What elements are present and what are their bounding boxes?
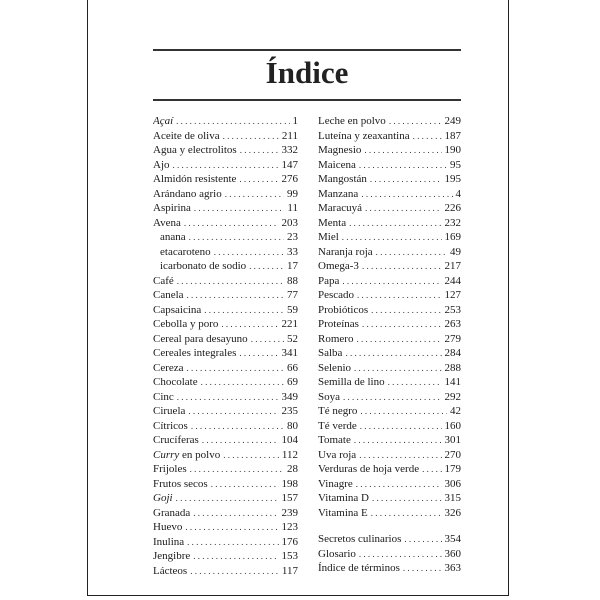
index-entry-term: Selenio [318, 361, 351, 374]
index-entry [318, 433, 461, 448]
index-entry-term: Menta [318, 216, 347, 229]
index-entry [153, 158, 298, 173]
index-entry [153, 535, 298, 550]
index-entry-page: 104 [281, 434, 298, 446]
index-entry-page: 244 [444, 274, 461, 287]
index-entry-term: Cítricos [153, 419, 188, 432]
index-entry-term: Uva roja [318, 448, 357, 461]
index-entry [153, 230, 298, 245]
index-entry-term: Lácteos [153, 564, 188, 577]
index-entry [318, 201, 461, 216]
index-entry-term: Goji [153, 492, 173, 504]
dot-leader [364, 143, 441, 158]
index-entry [153, 462, 298, 477]
index-entry [153, 506, 298, 521]
index-entry-page: 326 [444, 506, 461, 519]
index-entry-term: Proteínas [318, 318, 359, 330]
index-entry-term: Secretos culinarios [318, 533, 402, 545]
index-entry-term: etacaroteno [160, 245, 211, 258]
dot-leader [359, 448, 441, 463]
dot-leader [177, 390, 279, 405]
index-entry [318, 332, 461, 347]
index-entry-page: 52 [287, 332, 298, 345]
index-entry-term: Cereza [153, 361, 184, 374]
index-entry-page: 239 [281, 506, 298, 519]
index-entry [153, 317, 298, 332]
dot-leader [356, 332, 441, 347]
index-entry-term: Índice de términos [318, 562, 400, 574]
page-title: Índice [265, 55, 349, 90]
index-entry [153, 143, 298, 158]
index-entry-page: 292 [444, 390, 461, 403]
index-entry-term: Ajo [153, 158, 170, 171]
index-entry [318, 491, 461, 506]
dot-leader [189, 230, 284, 245]
index-entry-term: Aspirina [153, 202, 191, 214]
dot-leader [251, 332, 284, 347]
index-entry-page: 117 [281, 564, 298, 577]
index-entry-term: Inulina [153, 535, 185, 548]
index-entry-term: Chocolate [153, 376, 198, 388]
dot-leader [176, 114, 289, 129]
index-entry-page: 127 [444, 289, 461, 301]
index-entry [318, 288, 461, 303]
index-entry-term: Agua y electrolitos [153, 144, 237, 156]
index-entry-term: Avena [153, 216, 181, 229]
index-entry-page: 23 [287, 231, 298, 243]
index-entry [153, 259, 298, 274]
dot-leader [354, 433, 442, 448]
dot-leader [194, 201, 285, 216]
index-entry [318, 477, 461, 492]
index-entry [318, 375, 461, 390]
index-entry [318, 187, 461, 202]
index-entry [153, 274, 298, 289]
dot-leader [360, 419, 442, 434]
index-entry [318, 230, 461, 245]
index-entry [318, 143, 461, 158]
index-entry-page: 42 [450, 405, 461, 417]
dot-leader [176, 491, 279, 506]
index-entry-page: 288 [444, 361, 461, 374]
index-entry-term: Jengibre [153, 550, 191, 562]
index-entry-page: 141 [444, 376, 461, 388]
index-entry-term: Omega-3 [318, 260, 359, 272]
index-entry-page: 169 [444, 231, 461, 243]
index-entry-page: 195 [444, 173, 461, 185]
index-entry-term: Té negro [318, 405, 358, 417]
index-entry-term: Canela [153, 289, 184, 301]
index-entry-page: 232 [444, 216, 461, 229]
index-entry [153, 187, 298, 202]
dot-leader [223, 129, 279, 144]
index-entry-page: 221 [281, 318, 298, 330]
index-entry-term: Maracuyá [318, 202, 362, 214]
index-entry [318, 462, 461, 477]
index-entry-page: 77 [287, 289, 298, 301]
index-entry-page: 147 [281, 158, 298, 171]
dot-leader [185, 520, 278, 535]
dot-leader [201, 375, 284, 390]
index-entry-term: Luteína y zeaxantina [318, 129, 410, 142]
index-entry [153, 346, 298, 361]
index-entry-term: Verduras de hoja verde [318, 463, 420, 475]
dot-leader [187, 288, 284, 303]
index-entry-page: 33 [287, 245, 298, 258]
dot-leader [190, 564, 279, 579]
dot-leader [349, 216, 441, 231]
dot-leader [223, 448, 279, 463]
index-entry [318, 303, 461, 318]
index-entry-term: Ciruela [153, 405, 186, 417]
index-entry-page: 235 [281, 405, 298, 417]
index-entry-page: 176 [281, 535, 298, 548]
index-entry-term: Capsaicina [153, 303, 202, 316]
index-entry-term: Magnesio [318, 144, 362, 156]
index-entry-page: 11 [287, 202, 298, 214]
index-entry-page: 253 [444, 303, 461, 316]
dot-leader [221, 317, 278, 332]
index-entry-term: Almidón resistente [153, 173, 237, 185]
index-entry-term: Tomate [318, 434, 351, 446]
index-entry-page: 211 [281, 129, 298, 142]
index-entry-page: 315 [444, 492, 461, 504]
index-entry [153, 390, 298, 405]
dot-leader [389, 114, 442, 129]
index-entry-term: Huevo [153, 521, 183, 533]
dot-leader [372, 491, 442, 506]
dot-leader [388, 375, 442, 390]
dot-leader [193, 549, 278, 564]
index-entry-page: 270 [444, 448, 461, 461]
index-entry [318, 561, 461, 576]
index-entry [153, 433, 298, 448]
index-entry-page: 249 [444, 115, 461, 127]
index-entry [153, 201, 298, 216]
index-entry [153, 361, 298, 376]
index-entry-page: 112 [281, 448, 298, 461]
index-entry-page: 123 [281, 521, 298, 533]
index-entry-page: 28 [287, 463, 298, 475]
index-entry-term: Granada [153, 506, 191, 519]
dot-leader [191, 419, 284, 434]
index-entry-page: 1 [292, 115, 298, 127]
dot-leader [365, 201, 442, 216]
index-entry [153, 172, 298, 187]
index-entry [318, 390, 461, 405]
index-entry [153, 477, 298, 492]
dot-leader [356, 477, 442, 492]
dot-leader [362, 317, 442, 332]
index-entry-page: 80 [287, 419, 298, 432]
dot-leader [359, 158, 447, 173]
dot-leader [413, 129, 442, 144]
index-entry-term: Manzana [318, 187, 359, 200]
index-entry [318, 547, 461, 562]
index-entry [153, 303, 298, 318]
index-entry-term: Aceite de oliva [153, 129, 220, 142]
dot-leader [249, 259, 284, 274]
index-entry [318, 158, 461, 173]
index-entry [318, 274, 461, 289]
dot-leader [345, 346, 441, 361]
index-entry-page: 17 [287, 260, 298, 272]
index-entry [318, 129, 461, 144]
index-entry-term: Açaí [153, 115, 174, 127]
dot-leader [204, 303, 284, 318]
dot-leader [376, 245, 447, 260]
index-entry-term: Cereal para desayuno [153, 332, 248, 345]
index-entry-term: Arándano agrio [153, 187, 222, 200]
index-entry-term: Papa [318, 274, 340, 287]
dot-leader [371, 303, 441, 318]
index-entry [153, 520, 298, 535]
index-entry [318, 448, 461, 463]
index-entry-term: Crucíferas [153, 434, 199, 446]
index-entry [153, 491, 298, 506]
index-entry-term: Frutos secos [153, 477, 208, 490]
title-rule-top [153, 49, 461, 51]
index-entry-page: 354 [444, 533, 461, 545]
index-entry-term: Semilla de lino [318, 376, 385, 388]
index-entry-term: Pescado [318, 289, 355, 301]
index-entry-page: 276 [281, 173, 298, 185]
index-entry-page: 66 [287, 361, 298, 374]
dot-leader [343, 390, 442, 405]
index-entry-page: 190 [444, 144, 461, 156]
index-entry [153, 216, 298, 231]
index-entry-term: Té verde [318, 419, 357, 432]
index-entry [153, 549, 298, 564]
index-entry-term: Soya [318, 390, 340, 403]
index-entry-term: Salba [318, 347, 343, 359]
index-entry [153, 114, 298, 129]
dot-leader [177, 274, 284, 289]
index-entry [153, 419, 298, 434]
dot-leader [404, 532, 441, 547]
index-entry-page: 69 [287, 376, 298, 388]
dot-leader [214, 245, 284, 260]
dot-leader [361, 187, 452, 202]
index-entry-page: 284 [444, 347, 461, 359]
index-entry-term: Leche en polvo [318, 115, 386, 127]
index-entry-page: 153 [281, 550, 298, 562]
index-entry-page: 198 [281, 477, 298, 490]
index-entry [318, 419, 461, 434]
dot-leader [239, 172, 278, 187]
dot-leader [187, 361, 284, 376]
index-entry-page: 88 [287, 274, 298, 287]
index-entry [153, 448, 298, 463]
index-entry-term: Glosario [318, 547, 356, 560]
index-entry-page: 59 [287, 303, 298, 316]
index-entry [153, 332, 298, 347]
index-entry-page: 203 [281, 216, 298, 229]
dot-leader [357, 288, 441, 303]
index-entry [318, 404, 461, 419]
index-entry-term: Frijoles [153, 463, 187, 475]
dot-leader [362, 259, 442, 274]
index-entry-page: 306 [444, 477, 461, 490]
index-entry [153, 288, 298, 303]
index-entry-page: 263 [444, 318, 461, 330]
index-entry-term: Café [153, 274, 174, 287]
index-entry-term: Romero [318, 332, 354, 345]
dot-leader [403, 561, 442, 576]
title-rule-bottom [153, 99, 461, 101]
dot-leader [225, 187, 284, 202]
dot-leader [202, 433, 279, 448]
dot-leader [193, 506, 278, 521]
index-entry [318, 317, 461, 332]
index-entry-page: 157 [281, 492, 298, 504]
index-entry-term: Cereales integrales [153, 347, 237, 359]
section-gap [318, 520, 461, 532]
index-entry-term: Cinc [153, 390, 174, 403]
dot-leader [188, 404, 278, 419]
index-entry-page: 49 [450, 245, 461, 258]
index-entry-term: Vinagre [318, 477, 353, 490]
index-entry [153, 375, 298, 390]
index-entry [318, 172, 461, 187]
dot-leader [239, 346, 278, 361]
index-entry-page: 341 [281, 347, 298, 359]
index-entry [153, 245, 298, 260]
index-entry [318, 346, 461, 361]
index-entry-term: Vitamina E [318, 506, 368, 519]
dot-leader [359, 547, 442, 562]
index-entry [318, 245, 461, 260]
dot-leader [342, 274, 441, 289]
index-entry-term: Mangostán [318, 173, 367, 185]
index-entry-page: 332 [281, 144, 298, 156]
index-entry-page: 179 [444, 463, 461, 475]
index-entry-page: 217 [444, 260, 461, 272]
index-entry-page: 360 [444, 547, 461, 560]
dot-leader [173, 158, 279, 173]
index-entry-term: Naranja roja [318, 245, 373, 258]
index-entry [318, 259, 461, 274]
index-entry-page: 95 [450, 158, 461, 171]
index-entry-page: 187 [444, 129, 461, 142]
index-entry-term: Probióticos [318, 303, 369, 316]
index-entry [318, 361, 461, 376]
index-entry-term: icarbonato de sodio [160, 260, 247, 272]
index-entry [153, 129, 298, 144]
index-entry-page: 160 [444, 419, 461, 432]
dot-leader [354, 361, 442, 376]
index-column-left [153, 114, 298, 578]
dot-leader [370, 172, 442, 187]
index-entry-page: 301 [444, 434, 461, 446]
index-entry [318, 114, 461, 129]
index-entry-term: Curry en polvo [153, 448, 221, 461]
index-entry-term: Cebolla y poro [153, 318, 219, 330]
index-entry [318, 216, 461, 231]
index-column-right [318, 114, 461, 576]
index-entry [153, 404, 298, 419]
index-entry [153, 564, 298, 579]
dot-leader [240, 143, 279, 158]
index-entry [318, 506, 461, 521]
dot-leader [184, 216, 279, 231]
dot-leader [190, 462, 284, 477]
index-entry-term: anana [160, 231, 186, 243]
index-entry-page: 99 [287, 187, 298, 200]
index-entry-term: Maicena [318, 158, 356, 171]
index-entry-term: Vitamina D [318, 492, 369, 504]
index-entry-term: Miel [318, 231, 339, 243]
index-entry-page: 349 [281, 390, 298, 403]
dot-leader [371, 506, 442, 521]
dot-leader [187, 535, 278, 550]
index-entry-page: 4 [455, 187, 461, 200]
index-entry-page: 279 [444, 332, 461, 345]
index-entry [318, 532, 461, 547]
index-entry-page: 363 [444, 562, 461, 574]
dot-leader [211, 477, 279, 492]
dot-leader [360, 404, 447, 419]
index-entry-page: 226 [444, 202, 461, 214]
dot-leader [342, 230, 442, 245]
dot-leader [422, 462, 441, 477]
